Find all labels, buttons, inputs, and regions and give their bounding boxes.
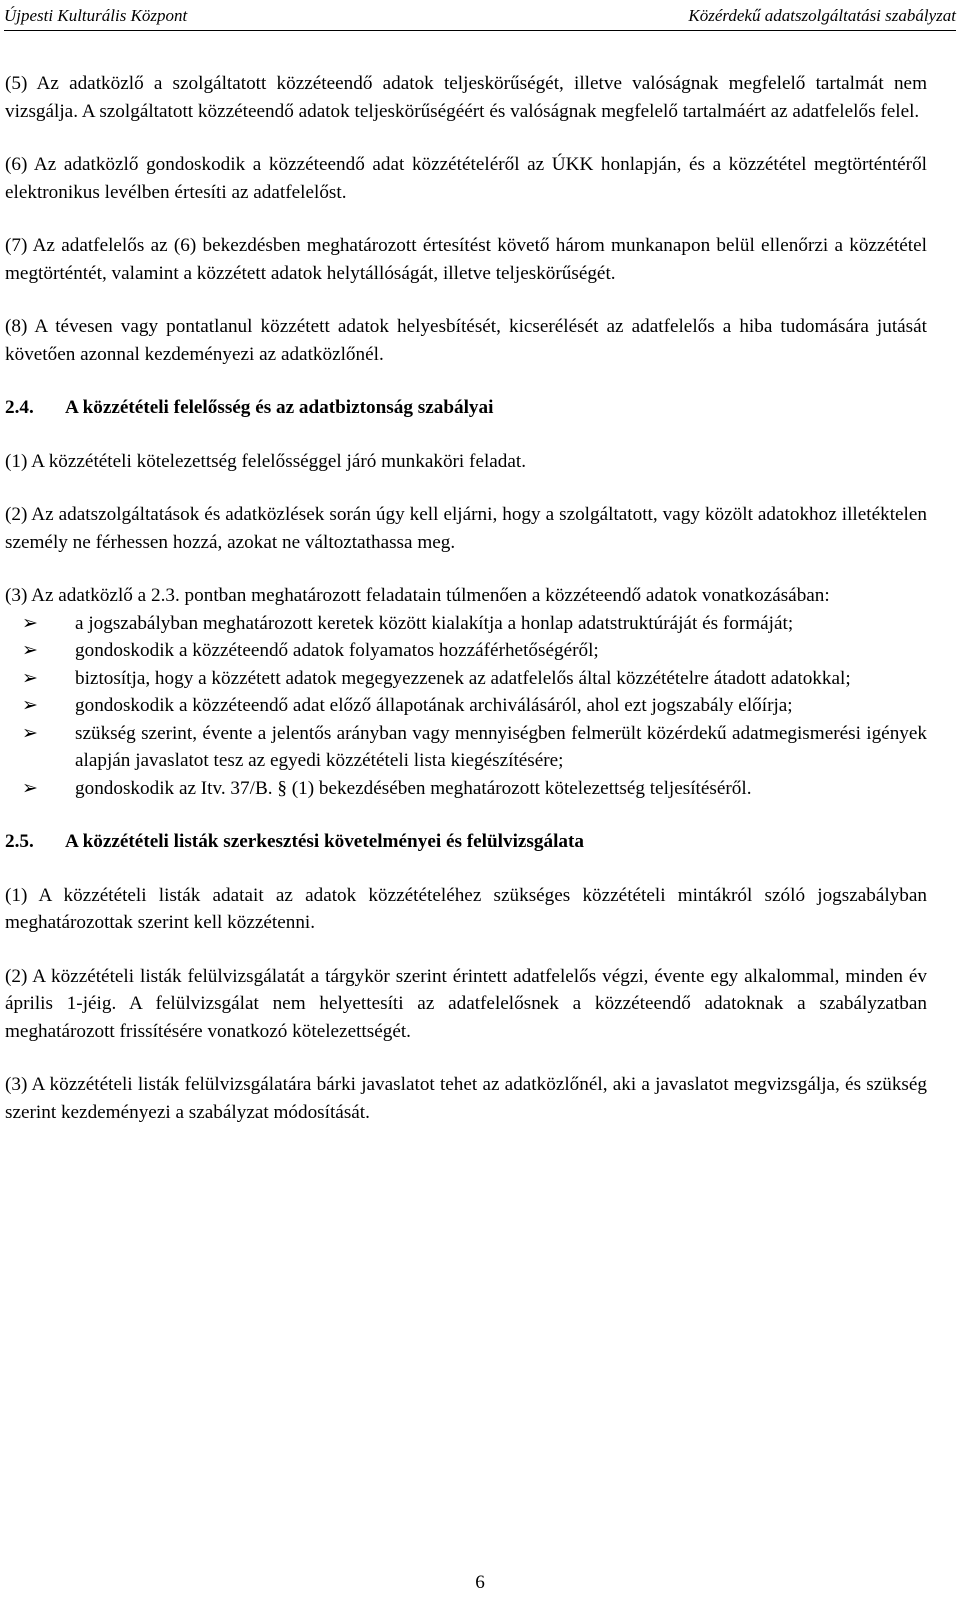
section-title: A közzétételi felelősség és az adatbiztonság szabályai: [65, 397, 494, 418]
list-item: ➢ a jogszabályban meghatározott keretek között kialakítja a honlap adatstruktúráját és formáját;: [5, 610, 927, 638]
list-item: ➢ gondoskodik az Itv. 37/B. § (1) bekezdésében meghatározott kötelezettség teljesítéséről.: [5, 775, 927, 803]
section-title: A közzétételi listák szerkesztési követelményei és felülvizsgálata: [65, 831, 584, 852]
arrow-bullet-icon: ➢: [22, 666, 38, 689]
arrow-bullet-icon: ➢: [22, 721, 38, 744]
arrow-bullet-icon: ➢: [22, 611, 38, 634]
section-2-5-paragraph-2: (2) A közzétételi listák felülvizsgálatát a tárgykör szerint érintett adatfelelős végzi, évente egy alkalommal, minden év április 1-jéig. A felülvizsgálat nem helyettesíti az adatfelelősnek a közzéteendő adatoknak a szabályzatban meghatározott frissítésére vonatkozó kötelezettségét.: [5, 965, 927, 1042]
document-body: [5, 70, 927, 1152]
duties-list: [5, 610, 927, 803]
list-item: ➢ gondoskodik a közzéteendő adat előző állapotának archiválásáról, ahol ezt jogszabály előírja;: [5, 692, 927, 720]
arrow-bullet-icon: ➢: [22, 639, 38, 661]
section-2-5-paragraph-1: (1) A közzétételi listák adatait az adatok közzétételéhez szükséges közzétételi mintákról szóló jogszabályban meghatározottak szerint kell közzétenni.: [5, 884, 927, 933]
arrow-bullet-icon: ➢: [22, 694, 38, 716]
header-document-title: Közérdekű adatszolgáltatási szabályzat: [688, 6, 956, 25]
section-2-4-heading: [5, 394, 927, 422]
paragraph-8: (8) A tévesen vagy pontatlanul közzétett adatok helyesbítését, kicserélését az adatfelelős a hiba tudomására jutását követően azonnal kezdeményezi az adatközlőnél.: [5, 316, 927, 365]
page-number: 6: [475, 1572, 485, 1593]
list-item: ➢ gondoskodik a közzéteendő adatok folyamatos hozzáférhetőségéről;: [5, 637, 927, 665]
section-2-4-paragraph-3: (3) Az adatközlő a 2.3. pontban meghatározott feladatain túlmenően a közzéteendő adatok vonatkozásában:: [5, 585, 830, 606]
section-2-5-paragraph-3: (3) A közzétételi listák felülvizsgálatára bárki javaslatot tehet az adatközlőnél, aki a javaslatot megvizsgálja, és szükség szerint kezdeményezi a szabályzat módosítását.: [5, 1074, 927, 1123]
section-2-4-paragraph-2: (2) Az adatszolgáltatások és adatközlések során úgy kell eljárni, hogy a szolgáltatott, vagy közölt adatokhoz illetéktelen személy ne férhessen hozzá, azokat ne változtathassa meg.: [5, 504, 927, 553]
list-item: ➢ biztosítja, hogy a közzétett adatok megegyezzenek az adatfelelős által közzétételre átadott adatokkal;: [5, 665, 927, 693]
paragraph-7: (7) Az adatfelelős az (6) bekezdésben meghatározott értesítést követő három munkanapon belül ellenőrzi a közzététel megtörténtét, valamint a közzétett adatok helytállóságát, illetve teljeskörűségét.: [5, 235, 927, 284]
section-number: 2.5.: [5, 831, 34, 852]
header-organization: Újpesti Kulturális Központ: [4, 6, 188, 25]
paragraph-5: (5) Az adatközlő a szolgáltatott közzéteendő adatok teljeskörűségét, illetve valóságnak megfelelő tartalmát nem vizsgálja. A szolgáltatott közzéteendő adatok teljeskörűségéért és valóságnak megfelelő tartalmáért az adatfelelős felel.: [5, 73, 927, 122]
section-2-5-heading: [5, 828, 927, 856]
page-header: [4, 4, 956, 31]
list-item: ➢ szükség szerint, évente a jelentős arányban vagy mennyiségben felmerült közérdekű adatmegismerési igények alapján javaslatot tesz az egyedi közzétételi lista kiegészítésére;: [5, 720, 927, 775]
section-2-4-paragraph-1: (1) A közzétételi kötelezettség felelősséggel járó munkaköri feladat.: [5, 450, 527, 472]
section-number: 2.4.: [5, 397, 34, 418]
paragraph-6: (6) Az adatközlő gondoskodik a közzéteendő adat közzétételéről az ÚKK honlapján, és a közzététel megtörténtéről elektronikus levélben értesíti az adatfelelőst.: [5, 154, 927, 203]
arrow-bullet-icon: ➢: [22, 776, 38, 799]
